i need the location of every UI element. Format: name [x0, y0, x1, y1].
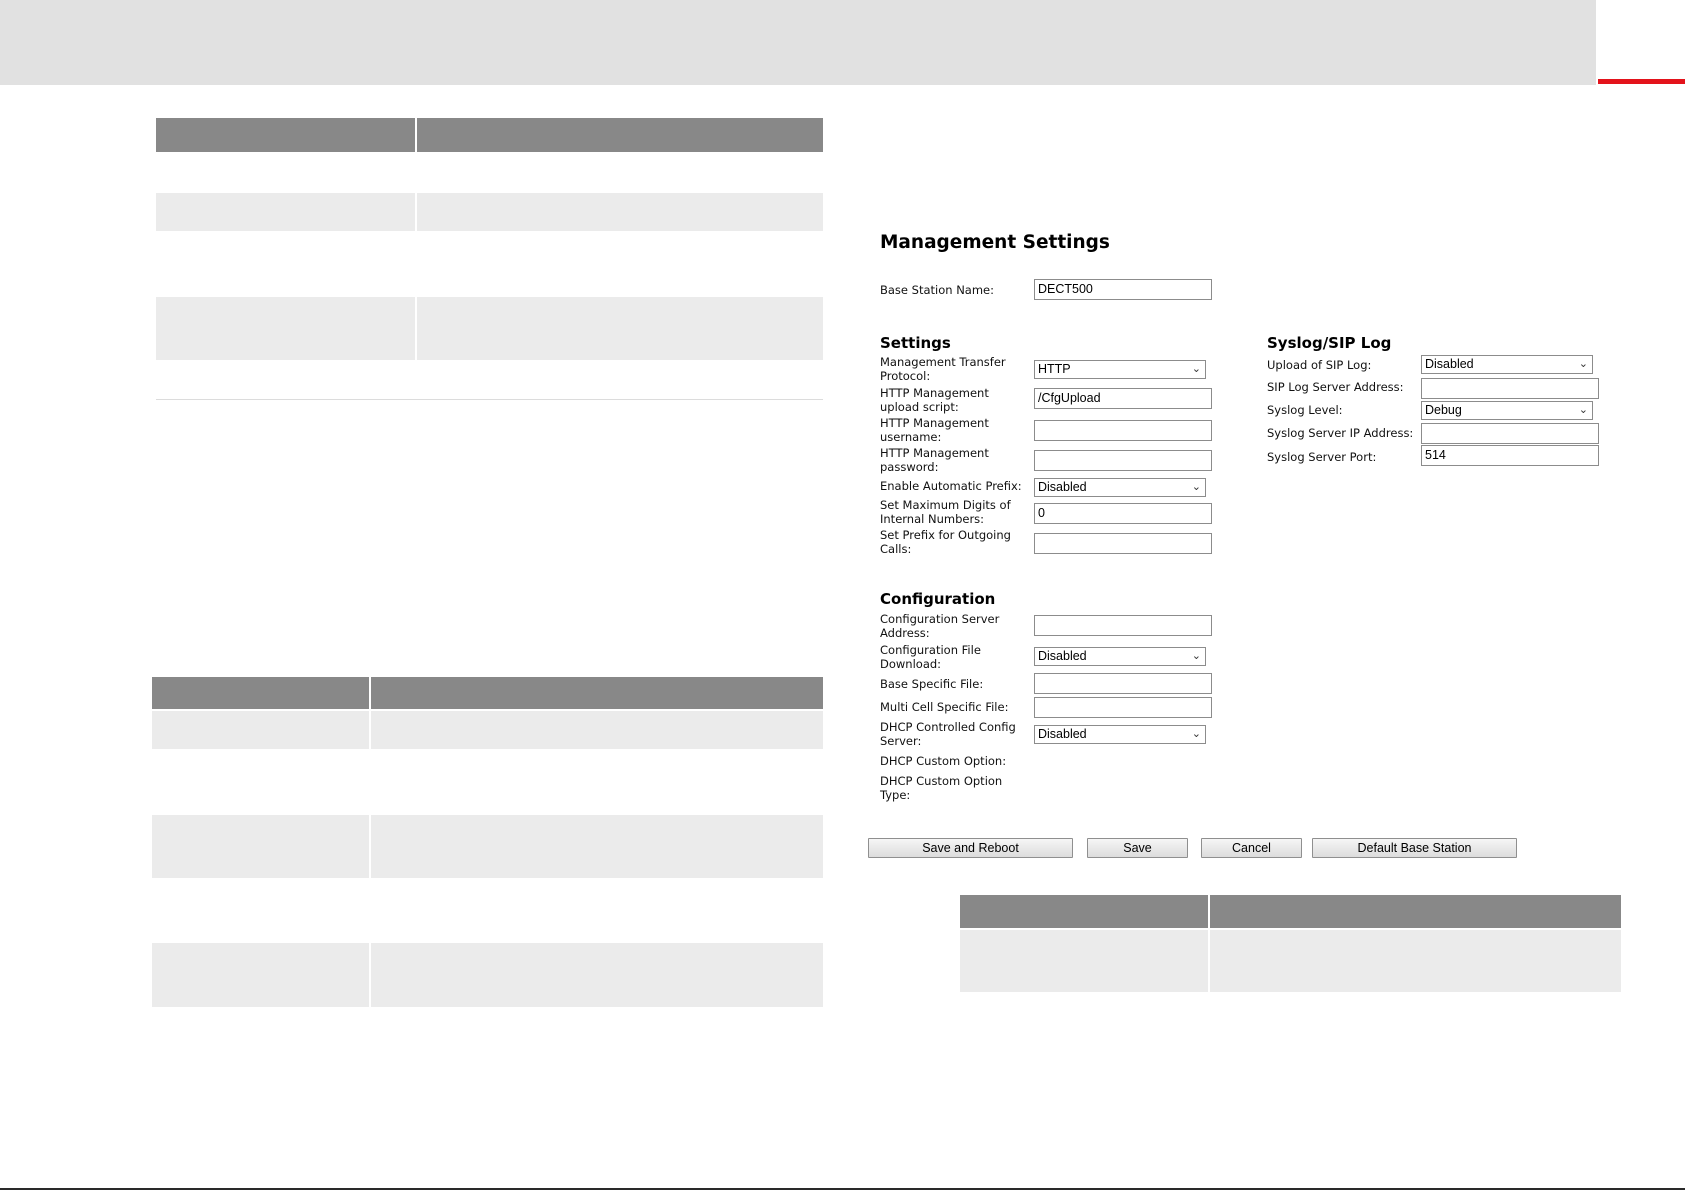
management-transfer-protocol-label: Management Transfer Protocol:	[880, 355, 1006, 383]
config-server-address-input[interactable]	[1034, 615, 1212, 636]
chevron-down-icon: ⌄	[1191, 481, 1201, 493]
configuration-section-title: Configuration	[880, 590, 996, 608]
upload-sip-log-label: Upload of SIP Log:	[1267, 358, 1372, 372]
dhcp-controlled-config-server-label: DHCP Controlled Config Server:	[880, 720, 1016, 748]
base-specific-file-input[interactable]	[1034, 673, 1212, 694]
config-file-download-value: Disabled	[1038, 649, 1087, 663]
management-transfer-protocol-value: HTTP	[1038, 362, 1071, 376]
table-column-divider	[369, 943, 371, 1007]
http-upload-script-input[interactable]: /CfgUpload	[1034, 388, 1212, 409]
table-bottom-border	[156, 399, 823, 400]
http-password-label: HTTP Management password:	[880, 446, 989, 474]
syslog-server-port-label: Syslog Server Port:	[1267, 450, 1377, 464]
dhcp-custom-option-type-label: DHCP Custom Option Type:	[880, 774, 1003, 802]
brand-accent-bar	[1598, 79, 1685, 84]
page-title: Management Settings	[880, 232, 1110, 253]
table-row	[152, 943, 823, 1007]
save-and-reboot-button[interactable]: Save and Reboot	[868, 838, 1073, 858]
syslog-server-ip-input[interactable]	[1421, 423, 1599, 444]
table-row	[152, 815, 823, 878]
sip-log-server-address-label: SIP Log Server Address:	[1267, 380, 1404, 394]
config-file-download-select[interactable]	[1034, 647, 1206, 666]
dhcp-custom-option-label: DHCP Custom Option:	[880, 754, 1007, 768]
syslog-section-title: Syslog/SIP Log	[1267, 334, 1392, 352]
management-transfer-protocol-select[interactable]	[1034, 360, 1206, 379]
table-row	[156, 297, 823, 360]
table-column-divider	[415, 118, 417, 152]
enable-automatic-prefix-value: Disabled	[1038, 480, 1087, 494]
save-button[interactable]: Save	[1087, 838, 1188, 858]
table-column-divider	[369, 711, 371, 749]
sip-log-server-address-input[interactable]	[1421, 378, 1599, 399]
table-column-divider	[1208, 930, 1210, 992]
base-specific-file-label: Base Specific File:	[880, 677, 984, 691]
table-row	[152, 711, 823, 749]
config-server-address-label: Configuration Server Address:	[880, 612, 1000, 640]
syslog-server-port-input[interactable]: 514	[1421, 445, 1599, 466]
table-column-divider	[369, 677, 371, 709]
http-username-input[interactable]	[1034, 420, 1212, 441]
base-station-name-input[interactable]: DECT500	[1034, 279, 1212, 300]
table-header-row	[156, 118, 823, 152]
table-column-divider	[415, 193, 417, 231]
table-column-divider	[369, 815, 371, 878]
dhcp-controlled-config-server-value: Disabled	[1038, 727, 1087, 741]
http-upload-script-label: HTTP Management upload script:	[880, 386, 989, 414]
upload-sip-log-value: Disabled	[1425, 357, 1474, 371]
page-header-banner	[0, 0, 1596, 85]
syslog-level-label: Syslog Level:	[1267, 403, 1343, 417]
syslog-level-select[interactable]	[1421, 401, 1593, 420]
max-digits-internal-label: Set Maximum Digits of Internal Numbers:	[880, 498, 1011, 526]
chevron-down-icon: ⌄	[1578, 404, 1588, 416]
table-column-divider	[1208, 895, 1210, 928]
chevron-down-icon: ⌄	[1191, 363, 1201, 375]
table-header-row	[960, 895, 1621, 928]
prefix-outgoing-input[interactable]	[1034, 533, 1212, 554]
table-row	[960, 930, 1621, 992]
prefix-outgoing-label: Set Prefix for Outgoing Calls:	[880, 528, 1011, 556]
enable-automatic-prefix-label: Enable Automatic Prefix:	[880, 479, 1022, 493]
config-file-download-label: Configuration File Download:	[880, 643, 981, 671]
cancel-button[interactable]: Cancel	[1201, 838, 1302, 858]
table-header-row	[152, 677, 823, 709]
page-footer-rule	[0, 1188, 1685, 1190]
chevron-down-icon: ⌄	[1191, 650, 1201, 662]
max-digits-internal-input[interactable]: 0	[1034, 503, 1212, 524]
multi-cell-specific-file-label: Multi Cell Specific File:	[880, 700, 1009, 714]
syslog-server-ip-label: Syslog Server IP Address:	[1267, 426, 1414, 440]
enable-automatic-prefix-select[interactable]	[1034, 478, 1206, 497]
default-base-station-button[interactable]: Default Base Station	[1312, 838, 1517, 858]
table-row	[156, 193, 823, 231]
http-password-input[interactable]	[1034, 450, 1212, 471]
dhcp-controlled-config-server-select[interactable]	[1034, 725, 1206, 744]
base-station-name-label: Base Station Name:	[880, 283, 995, 297]
multi-cell-specific-file-input[interactable]	[1034, 697, 1212, 718]
table-column-divider	[415, 297, 417, 360]
settings-section-title: Settings	[880, 334, 951, 352]
http-username-label: HTTP Management username:	[880, 416, 989, 444]
chevron-down-icon: ⌄	[1191, 728, 1201, 740]
syslog-level-value: Debug	[1425, 403, 1462, 417]
upload-sip-log-select[interactable]	[1421, 355, 1593, 374]
chevron-down-icon: ⌄	[1578, 358, 1588, 370]
